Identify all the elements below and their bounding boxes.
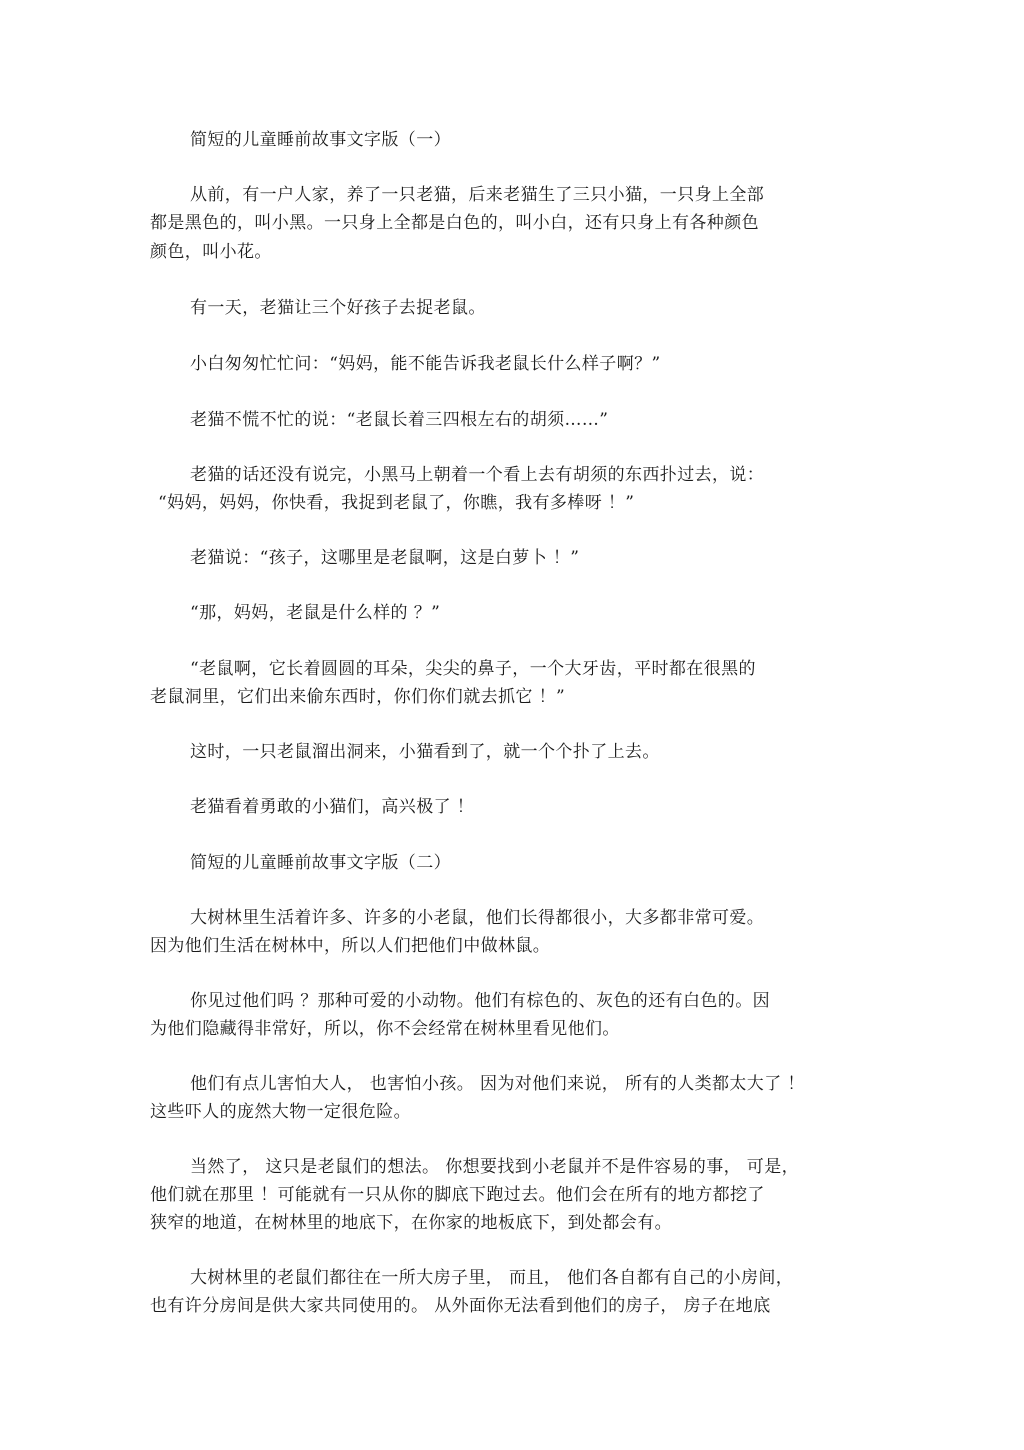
paragraph-line: 为他们隐藏得非常好，所以，你不会经常在树林里看见他们。 [150, 1019, 620, 1039]
paragraph-line: 大树林里的老鼠们都往在一所大房子里， 而且， 他们各自都有自己的小房间， [190, 1268, 794, 1288]
paragraph-line: “老鼠啊，它长着圆圆的耳朵，尖尖的鼻子，一个大牙齿，平时都在很黑的 [190, 659, 756, 679]
paragraph-line: 颜色，叫小花。 [150, 242, 272, 262]
paragraph-line: 都是黑色的，叫小黑。一只身上全都是白色的，叫小白，还有只身上有各种颜色 [150, 213, 759, 233]
paragraph-line: 这些吓人的庞然大物一定很危险。 [150, 1102, 411, 1122]
paragraph-line: “那，妈妈，老鼠是什么样的 ？” [190, 603, 441, 623]
paragraph-line: 老猫说：“孩子，这哪里是老鼠啊，这是白萝卜 ！” [190, 548, 580, 568]
paragraph-line: 大树林里生活着许多、许多的小老鼠，他们长得都很小，大多都非常可爱。 [190, 908, 765, 928]
paragraph-line: “妈妈，妈妈，你快看，我捉到老鼠了，你瞧，我有多棒呀 ！” [158, 493, 635, 513]
paragraph-line: 老猫不慌不忙的说：“老鼠长着三四根左右的胡须……” [190, 410, 609, 430]
paragraph-line: 也有许分房间是供大家共同使用的。 从外面你无法看到他们的房子， 房子在地底 [150, 1296, 771, 1316]
paragraph-line: 小白匆匆忙忙问：“妈妈，能不能告诉我老鼠长什么样子啊？” [190, 354, 661, 374]
paragraph-line: 老猫看着勇敢的小猫们，高兴极了 ！ [190, 797, 475, 817]
paragraph-line: 有一天，老猫让三个好孩子去捉老鼠。 [190, 298, 486, 318]
paragraph-line: 老鼠洞里，它们出来偷东西时，你们你们就去抓它 ！” [150, 687, 566, 707]
paragraph-line: 你见过他们吗 ？那种可爱的小动物。他们有棕色的、灰色的还有白色的。因 [190, 991, 771, 1011]
paragraph-line: 从前，有一户人家，养了一只老猫，后来老猫生了三只小猫，一只身上全部 [190, 185, 765, 205]
paragraph-line: 他们就在那里 ！可能就有一只从你的脚底下跑过去。他们会在所有的地方都挖了 [150, 1185, 765, 1205]
paragraph-line: 这时，一只老鼠溜出洞来，小猫看到了，就一个个扑了上去。 [190, 742, 660, 762]
paragraph-line: 狭窄的地道，在树林里的地底下，在你家的地板底下，到处都会有。 [150, 1213, 672, 1233]
paragraph-line: 老猫的话还没有说完，小黑马上朝着一个看上去有胡须的东西扑过去，说： [190, 465, 765, 485]
paragraph-line: 因为他们生活在树林中，所以人们把他们中做林鼠。 [150, 936, 551, 956]
paragraph-line: 当然了， 这只是老鼠们的想法。 你想要找到小老鼠并不是件容易的事， 可是， [190, 1157, 800, 1177]
section-title-2: 简短的儿童睡前故事文字版（二） [190, 853, 451, 873]
section-title-1: 简短的儿童睡前故事文字版（一） [190, 130, 451, 150]
paragraph-line: 他们有点儿害怕大人， 也害怕小孩。 因为对他们来说， 所有的人类都太大了 ！ [190, 1074, 805, 1094]
